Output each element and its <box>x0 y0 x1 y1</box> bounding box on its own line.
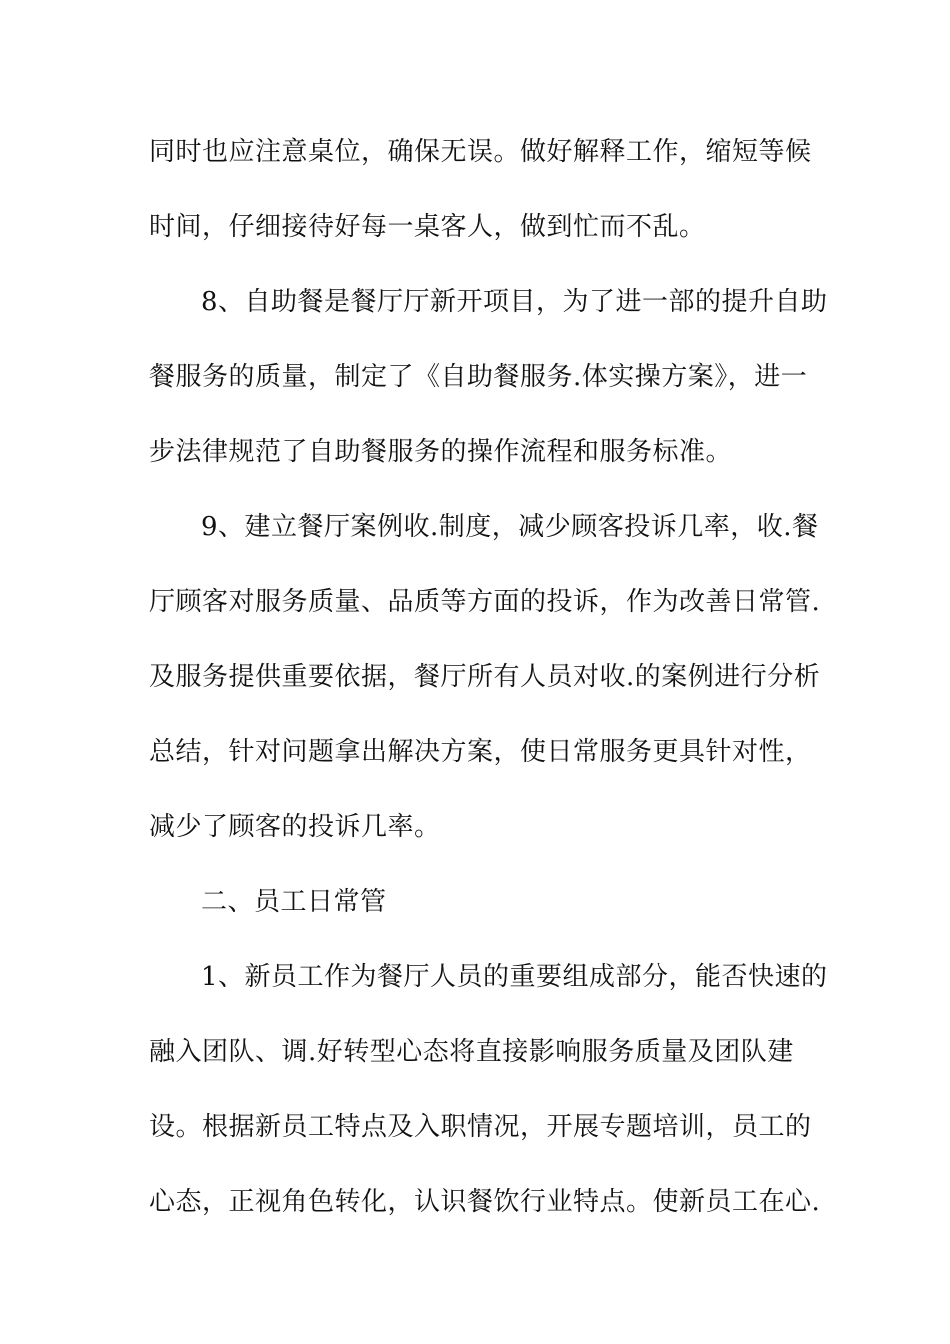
paragraph-start-line: 8、自助餐是餐厅厅新开项目，为了进一部的提升自助 <box>201 287 828 317</box>
section-heading: 二、员工日常管 <box>201 887 387 917</box>
text-line: 时间，仔细接待好每一桌客人，做到忙而不乱。 <box>149 212 706 242</box>
paragraph-start-line: 1、新员工作为餐厅人员的重要组成部分，能否快速的 <box>201 962 828 992</box>
text-line: 融入团队、调.好转型心态将直接影响服务质量及团队建 <box>149 1037 794 1067</box>
text-line: 减少了顾客的投诉几率。 <box>149 812 441 842</box>
text-line: 设。根据新员工特点及入职情况，开展专题培训，员工的 <box>149 1112 812 1142</box>
text-line: 同时也应注意桌位，确保无误。做好解释工作，缩短等候 <box>149 137 812 167</box>
text-line: 心态，正视角色转化，认识餐饮行业特点。使新员工在心. <box>149 1187 821 1217</box>
text-line: 餐服务的质量，制定了《自助餐服务.体实操方案》，进一 <box>149 362 808 392</box>
text-line: 总结，针对问题拿出解决方案，使日常服务更具针对性， <box>149 737 812 767</box>
text-line: 厅顾客对服务质量、品质等方面的投诉，作为改善日常管. <box>149 587 821 617</box>
text-line: 步法律规范了自助餐服务的操作流程和服务标准。 <box>149 437 733 467</box>
paragraph-start-line: 9、建立餐厅案例收.制度，减少顾客投诉几率，收.餐 <box>201 512 819 542</box>
text-line: 及服务提供重要依据，餐厅所有人员对收.的案例进行分析 <box>149 662 821 692</box>
